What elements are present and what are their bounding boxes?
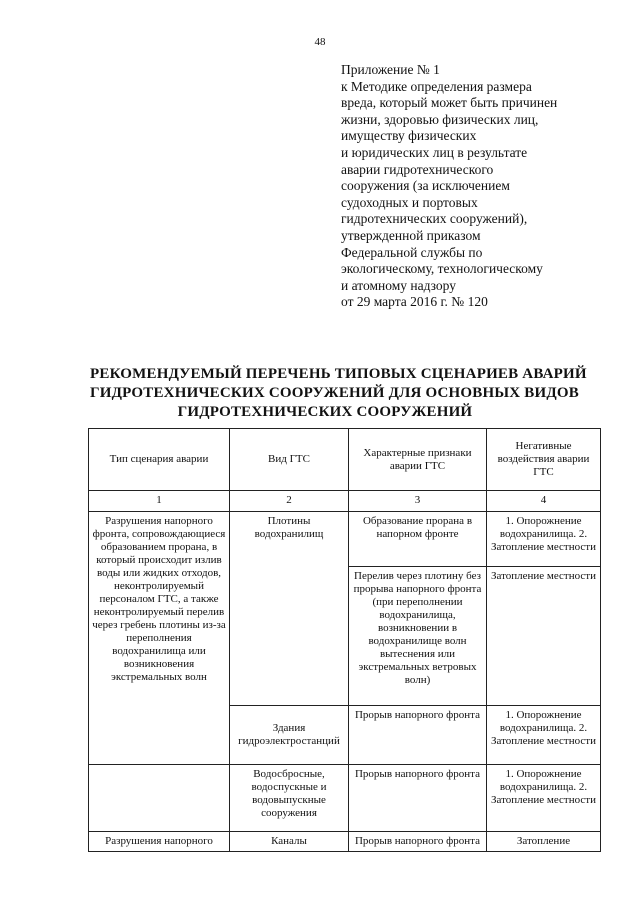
gts-type-cell: Водосбросные, водоспускные и водовыпускные сооружения — [230, 765, 349, 832]
column-number-row — [89, 491, 601, 512]
header-impacts: Негативные воздействия аварии ГТС — [487, 429, 601, 491]
sign-cell: Прорыв напорного фронта — [349, 765, 487, 832]
gts-type-cell: Плотины водохранилищ — [230, 512, 349, 706]
appendix-line: и атомному надзору — [341, 277, 456, 293]
appendix-line: аварии гидротехнического — [341, 161, 494, 177]
table-row — [89, 832, 601, 852]
appendix-line: Федеральной службы по — [341, 244, 483, 260]
title-line: ГИДРОТЕХНИЧЕСКИХ СООРУЖЕНИЙ ДЛЯ ОСНОВНЫХ ВИДОВ — [90, 385, 579, 401]
title-line: ГИДРОТЕХНИЧЕСКИХ СООРУЖЕНИЙ — [177, 404, 473, 420]
scenario-cell: Разрушения напорного фронта, сопровождающиеся образованием прорана, в который происходит излив воды или жидких отходов, неконтролируемый персоналом ГТС, а также неконтролируемый перелив через гребень плотины из-за переполнения водохранилища или возникновения экстремальных волн — [89, 512, 230, 765]
gts-type-cell: Здания гидроэлектростанций — [230, 706, 349, 765]
appendix-line: утвержденной приказом — [341, 227, 481, 243]
appendix-line: вреда, который может быть причинен — [341, 95, 558, 111]
column-number: 4 — [487, 491, 601, 512]
impact-cell: Затопление местности — [487, 567, 601, 706]
table-row — [89, 512, 601, 567]
table-header-row — [89, 429, 601, 491]
header-scenario-type: Тип сценария аварии — [89, 429, 230, 491]
appendix-line: Приложение № 1 — [341, 62, 440, 77]
sign-cell: Перелив через плотину без прорыва напорного фронта (при переполнении водохранилища, возникновении в водохранилище волн вытеснения или экстремальных ветровых волн) — [349, 567, 487, 706]
page-number: 48 — [314, 36, 326, 48]
appendix-line: имуществу физических — [341, 128, 477, 144]
sign-cell: Прорыв напорного фронта — [349, 706, 487, 765]
impact-cell: Затопление — [487, 832, 601, 852]
column-number: 3 — [349, 491, 487, 512]
appendix-line: гидротехнических сооружений), — [341, 211, 528, 227]
column-number: 2 — [230, 491, 349, 512]
appendix-header — [341, 62, 601, 311]
table-row — [89, 765, 601, 832]
appendix-line: жизни, здоровью физических лиц, — [341, 111, 539, 127]
scenario-cell-empty — [89, 765, 230, 832]
appendix-line: и юридических лиц в результате — [341, 144, 528, 160]
document-title — [90, 365, 587, 422]
gts-type-cell: Каналы — [230, 832, 349, 852]
scenario-cell: Разрушения напорного — [89, 832, 230, 852]
appendix-line: от 29 марта 2016 г. № 120 — [341, 294, 488, 310]
appendix-line: к Методике определения размера — [341, 78, 532, 94]
header-signs: Характерные признаки аварии ГТС — [349, 429, 487, 491]
column-number: 1 — [89, 491, 230, 512]
appendix-line: судоходных и портовых — [341, 194, 478, 210]
appendix-line: сооружения (за исключением — [341, 178, 510, 194]
impact-cell: 1. Опорожнение водохранилища. 2. Затопление местности — [487, 765, 601, 832]
header-gts-type: Вид ГТС — [230, 429, 349, 491]
scenarios-table — [88, 428, 601, 852]
sign-cell: Прорыв напорного фронта — [349, 832, 487, 852]
appendix-line: экологическому, технологическому — [341, 261, 543, 277]
impact-cell: 1. Опорожнение водохранилища. 2. Затопление местности — [487, 706, 601, 765]
sign-cell: Образование прорана в напорном фронте — [349, 512, 487, 567]
title-line: РЕКОМЕНДУЕМЫЙ ПЕРЕЧЕНЬ ТИПОВЫХ СЦЕНАРИЕВ АВАРИЙ — [90, 366, 587, 382]
impact-cell: 1. Опорожнение водохранилища. 2. Затопление местности — [487, 512, 601, 567]
